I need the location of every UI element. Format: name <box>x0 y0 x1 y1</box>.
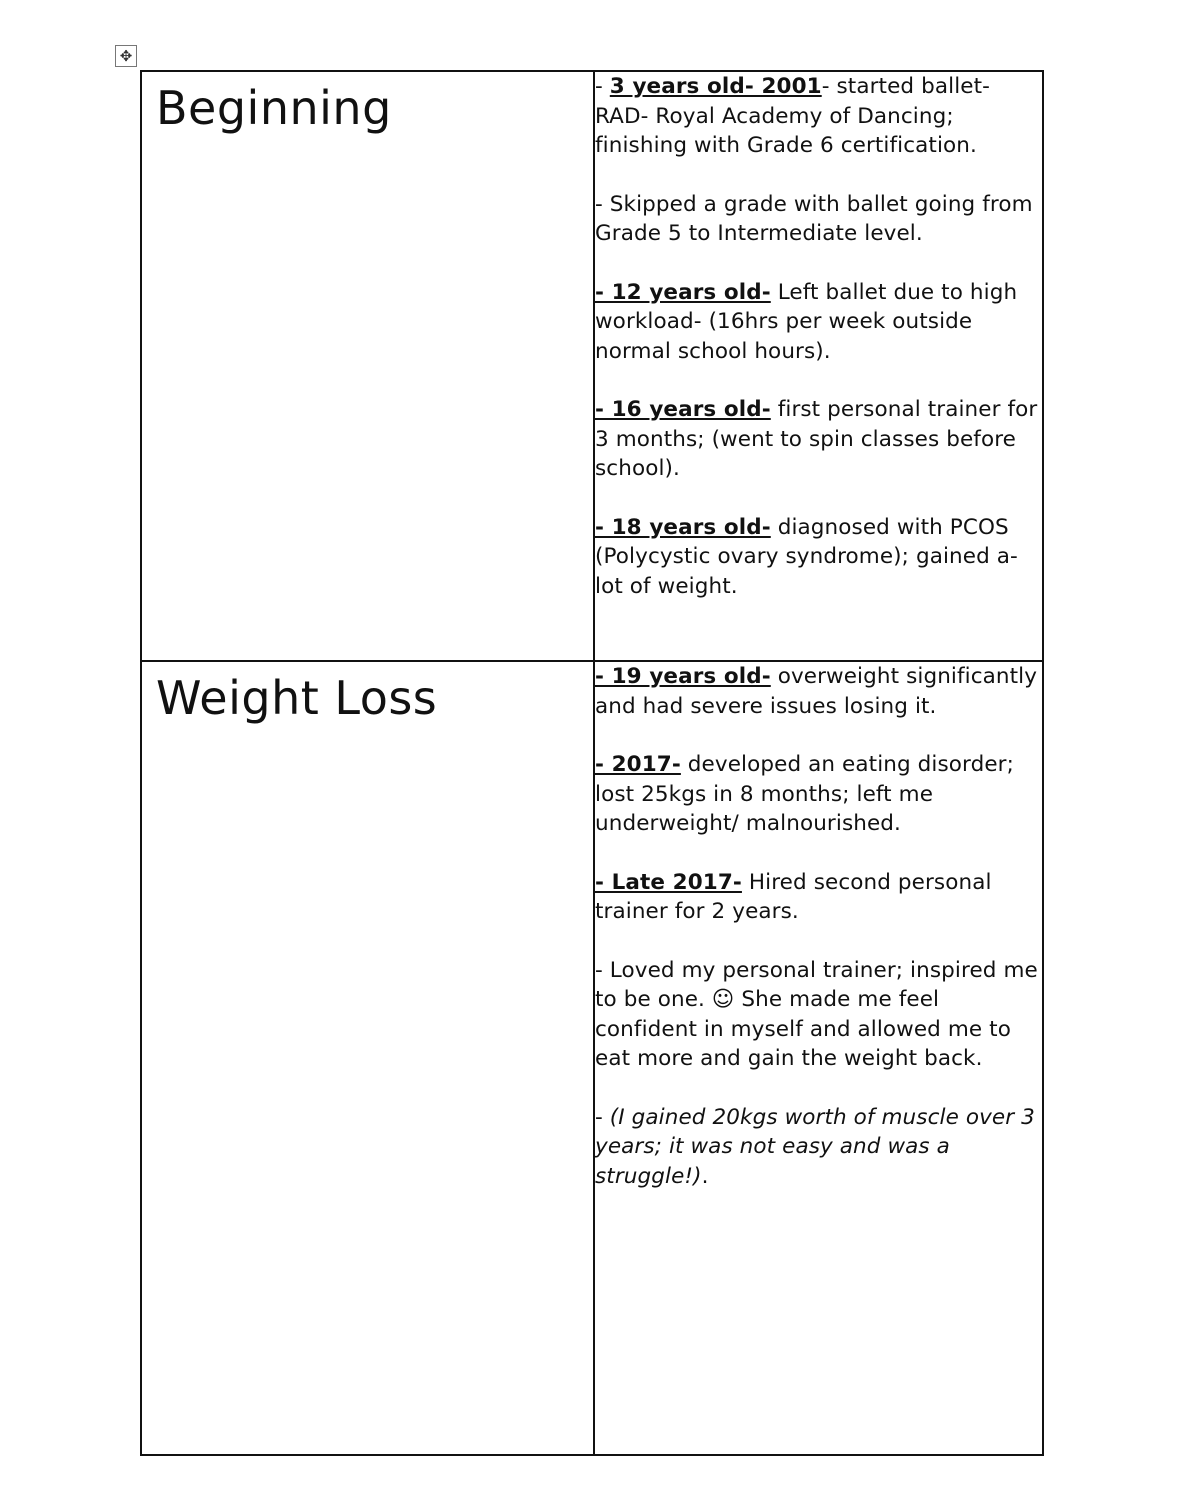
entry-tail: . <box>701 1163 709 1189</box>
entry-text: Left ballet due to high workload- (16hrs per week outside normal school hours). <box>595 279 1018 364</box>
timeline-entry <box>595 750 1042 839</box>
label-cell[interactable] <box>141 71 594 661</box>
entry-italic-text: (I gained 20kgs worth of muscle over 3 years; it was not easy and was a struggle!) <box>595 1104 1035 1189</box>
row-heading: Beginning <box>156 81 392 135</box>
timeline-entry <box>595 1103 1042 1192</box>
entry-key: - Late 2017- <box>595 869 742 895</box>
entry-key: 3 years old- 2001 <box>609 74 822 99</box>
timeline-entry <box>595 278 1042 367</box>
entry-text: Hired second personal trainer for 2 years. <box>595 869 992 924</box>
entry-text: first personal trainer for 3 months; (went to spin classes before school). <box>595 397 1038 481</box>
entry-text: developed an eating disorder; lost 25kgs in 8 months; left me underweight/ malnourished. <box>595 752 1014 836</box>
label-cell[interactable] <box>141 661 594 1455</box>
timeline-entry <box>595 662 1042 721</box>
timeline-entry <box>595 513 1042 602</box>
entry-text: overweight significantly and had severe issues losing it. <box>595 664 1038 719</box>
entry-key: - 18 years old- <box>595 514 771 540</box>
document-table <box>140 70 1044 1456</box>
entry-dash: - <box>595 74 610 99</box>
timeline-entry <box>595 395 1042 484</box>
entry-text: diagnosed with PCOS (Polycystic ovary syndrome); gained a-lot of weight. <box>595 514 1018 599</box>
entry-key: - 19 years old- <box>595 664 771 689</box>
entry-key: - 12 years old- <box>595 279 771 305</box>
table-move-handle-icon[interactable]: ✥ <box>115 45 137 67</box>
entry-text: - Loved my personal trainer; inspired me to be one. ☺ She made me feel confident in myself and allowed me to eat more and gain the weight back. <box>595 957 1038 1071</box>
timeline-entry <box>595 956 1042 1074</box>
entry-text: - Skipped a grade with ballet going from Grade 5 to Intermediate level. <box>595 191 1033 246</box>
entry-dash: - <box>595 1104 610 1130</box>
entry-key: - 16 years old- <box>595 397 771 422</box>
entry-key: - 2017- <box>595 752 681 777</box>
content-cell[interactable] <box>594 661 1043 1455</box>
timeline-entry <box>595 190 1042 249</box>
table-row-beginning <box>141 71 1043 661</box>
timeline-entry <box>595 868 1042 927</box>
content-cell[interactable] <box>594 71 1043 661</box>
entry-text: - started ballet- RAD- Royal Academy of Dancing; finishing with Grade 6 certification. <box>595 74 990 158</box>
row-heading: Weight Loss <box>156 671 438 725</box>
table-row-weight-loss <box>141 661 1043 1455</box>
timeline-entry <box>595 72 1042 161</box>
